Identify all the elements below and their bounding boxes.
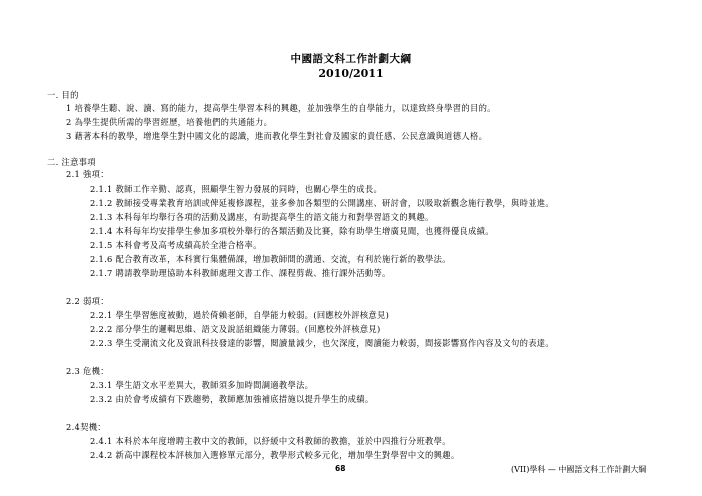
opportunity-item: 2.4.1 本科於本年度增聘主教中文的教師，以紓緩中文科教師的教擔，並於中四推行分班教學。 (90, 436, 451, 446)
weakness-item: 2.2.2 部分學生的邏輯思維、語文及說話組織能力薄弱。(回應校外評核意見) (90, 324, 381, 334)
strength-item: 2.1.1 教師工作辛勤、認真，照顧學生智力發展的同時，也關心學生的成長。 (90, 184, 383, 194)
opportunity-item: 2.4.2 新高中課程校本評核加入選修單元部分，教學形式較多元化，增加學生對學習中文的興趣。 (90, 450, 460, 460)
strength-item: 2.1.5 本科會考及高考成績高於全港合格率。 (90, 240, 262, 250)
subsection-heading-strengths: 2.1 強項： (66, 169, 109, 179)
footer-section-label: (VII)學科 — 中國語文科工作計劃大綱 (511, 465, 647, 474)
weakness-item: 2.2.3 學生受潮流文化及資訊科技發達的影響，閱讀量減少，也欠深度，閱讀能力較弱，間接影響寫作內容及文句的表達。 (90, 338, 554, 348)
strength-item: 2.1.3 本科每年均舉行各項的活動及講座，有助提高學生的語文能力和對學習語文的興趣。 (90, 212, 434, 222)
page-number: 68 (335, 464, 346, 473)
objective-item: 3 藉著本科的教學，增進學生對中國文化的認識，進而教化學生對社會及國家的責任感、公民意識與道德人格。 (66, 131, 488, 141)
weakness-item: 2.2.1 學生學習態度被動，過於倚賴老師，自學能力較弱。(回應校外評核意見) (90, 310, 390, 320)
objective-item: 1 培養學生聽、說、讀、寫的能力，提高學生學習本科的興趣，並加強學生的自學能力，以達致終身學習的目的。 (66, 103, 496, 113)
document-year: 2010/2011 (318, 67, 384, 80)
section-heading-notes: 二. 注意事項 (47, 157, 96, 167)
document-title: 中國語文科工作計劃大綱 (290, 53, 412, 65)
threat-item: 2.3.1 學生語文水平差異大，教師須多加時間調適教學法。 (90, 380, 314, 390)
objective-item: 2 為學生提供所需的學習經歷，培養他們的共通能力。 (66, 117, 273, 127)
strength-item: 2.1.4 本科每年均安排學生參加多項校外舉行的各類活動及比賽，除有助學生增廣見聞，也獲得優良成績。 (90, 226, 494, 236)
subsection-heading-threats: 2.3 危機： (66, 366, 109, 376)
strength-item: 2.1.7 聘請教學助理協助本科教師處理文書工作、課程剪裁、推行課外活動等。 (90, 268, 391, 278)
strength-item: 2.1.2 教師接受專業教育培訓或俾延複修課程，並多參加各類型的公開講座、研討會，以吸取新觀念施行教學，與時並進。 (90, 198, 554, 208)
strength-item: 2.1.6 配合教育改革，本科實行集體備課，增加教師間的溝通、交流，有利於施行新的教學法。 (90, 254, 451, 264)
subsection-heading-weaknesses: 2.2 弱項： (66, 296, 109, 306)
subsection-heading-opportunities: 2.4契機： (66, 422, 106, 432)
threat-item: 2.3.2 由於會考成績有下跌趨勢，教師應加強補底措施以提升學生的成績。 (90, 394, 374, 404)
section-heading-objectives: 一. 目的 (47, 90, 79, 100)
